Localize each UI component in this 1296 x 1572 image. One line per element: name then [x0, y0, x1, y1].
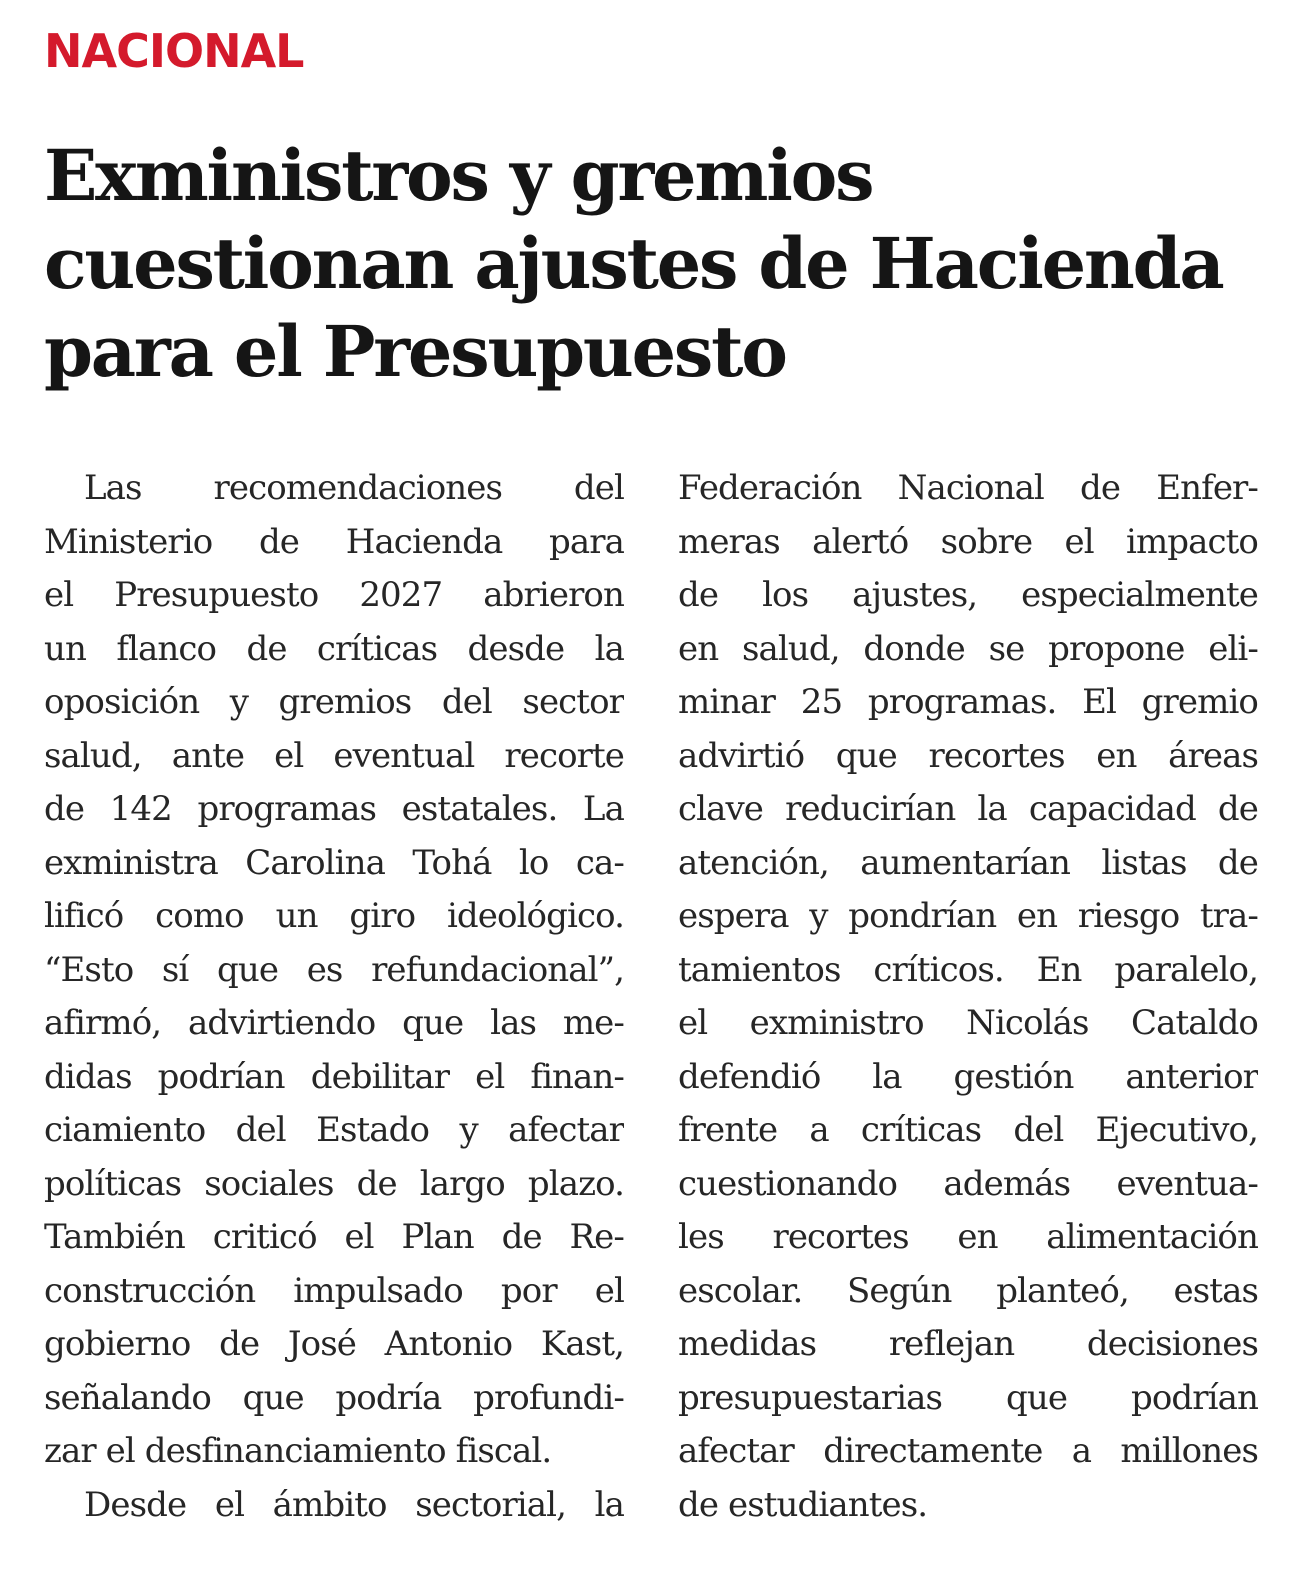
body-line: espera y pondrían en riesgo tra- — [678, 896, 1258, 936]
body-line: Ministerio de Hacienda para — [44, 521, 624, 562]
body-line: afectar directamente a millones — [678, 1431, 1258, 1471]
body-column-right — [678, 462, 1258, 1532]
body-line: exministra Carolina Tohá lo ca- — [44, 842, 624, 883]
body-line: políticas sociales de largo plazo. — [44, 1163, 624, 1204]
body-line: defendió la gestión anterior — [678, 1056, 1258, 1097]
body-line: escolar. Según planteó, estas — [678, 1270, 1258, 1311]
body-line: de estudiantes. — [678, 1484, 928, 1525]
body-line: lificó como un giro ideológico. — [44, 896, 624, 936]
body-line: de los ajustes, especialmente — [678, 575, 1258, 615]
body-line: construcción impulsado por el — [44, 1270, 624, 1311]
body-line: en salud, donde se propone eli- — [678, 628, 1258, 669]
body-line: salud, ante el eventual recorte — [44, 735, 624, 776]
body-line: gobierno de José Antonio Kast, — [44, 1324, 624, 1364]
headline-line: para el Presupuesto — [44, 310, 786, 393]
body-line: “Esto sí que es refundacional”, — [44, 949, 624, 990]
body-line: ciamiento del Estado y afectar — [44, 1110, 624, 1150]
headline-line: cuestionan ajustes de Hacienda — [44, 222, 1223, 305]
headline — [44, 132, 1264, 396]
body-line: Las recomendaciones del — [84, 468, 624, 508]
body-line: Desde el ámbito sectorial, la — [84, 1484, 624, 1525]
body-line: cuestionando además eventua- — [678, 1163, 1258, 1204]
headline-line: Exministros y gremios — [44, 134, 873, 217]
body-line: minar 25 programas. El gremio — [678, 682, 1258, 722]
body-line: el Presupuesto 2027 abrieron — [44, 575, 624, 615]
body-line: oposición y gremios del sector — [44, 682, 624, 722]
body-line: clave reducirían la capacidad de — [678, 789, 1258, 829]
body-column-left — [44, 462, 624, 1532]
body-line: les recortes en alimentación — [678, 1217, 1258, 1257]
body-line: Federación Nacional de Enfer- — [678, 468, 1258, 508]
body-line: señalando que podría profundi- — [44, 1377, 624, 1418]
body-line: zar el desfinanciamiento fiscal. — [44, 1431, 552, 1471]
body-line: advirtió que recortes en áreas — [678, 735, 1258, 776]
body-line: presupuestarias que podrían — [678, 1377, 1258, 1418]
body-line: de 142 programas estatales. La — [44, 789, 624, 829]
body-line: medidas reflejan decisiones — [678, 1324, 1258, 1364]
body-line: afirmó, advirtiendo que las me- — [44, 1003, 624, 1043]
body-line: un flanco de críticas desde la — [44, 628, 624, 669]
body-line: También criticó el Plan de Re- — [44, 1217, 624, 1257]
body-line: atención, aumentarían listas de — [678, 842, 1258, 883]
body-line: didas podrían debilitar el finan- — [44, 1056, 624, 1097]
body-line: el exministro Nicolás Cataldo — [678, 1003, 1258, 1043]
body-line: meras alertó sobre el impacto — [678, 521, 1258, 562]
body-line: frente a críticas del Ejecutivo, — [678, 1110, 1258, 1150]
body-line: tamientos críticos. En paralelo, — [678, 949, 1258, 990]
section-label: NACIONAL — [44, 24, 304, 78]
